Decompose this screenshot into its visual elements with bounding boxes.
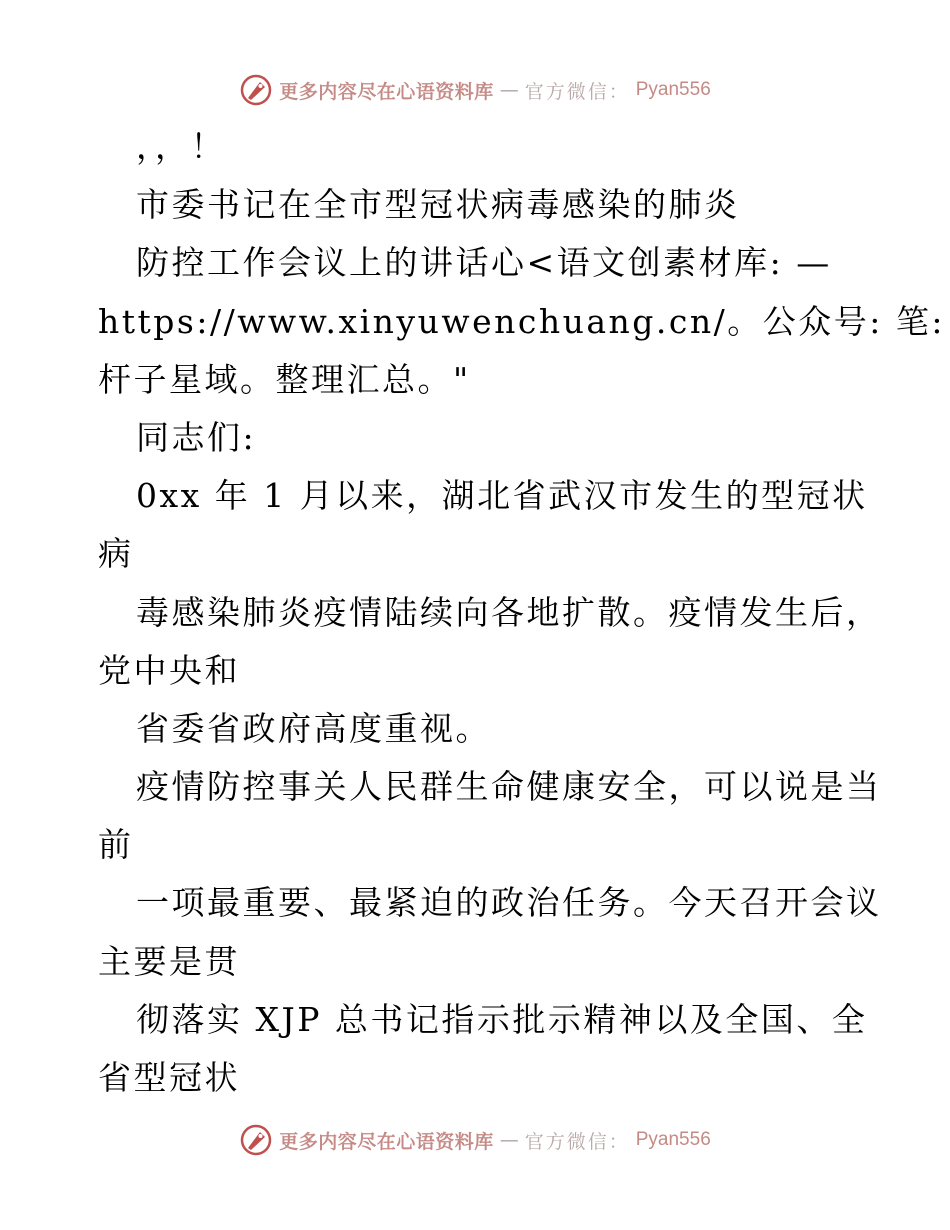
text-line: 防控工作会议上的讲话心<语文创素材库: — <box>136 243 832 283</box>
watermark-wechat-id: Pyan556 <box>635 79 711 100</box>
pen-nib-logo-icon <box>239 73 273 107</box>
watermark-footer <box>0 1120 950 1160</box>
watermark-dash: — <box>499 79 519 101</box>
text-line: 疫情防控事关人民群生命健康安全，可以说是当 <box>136 767 882 807</box>
watermark-main-text: 更多内容尽在心语资料库 <box>279 1130 494 1153</box>
text-line: 党中央和 <box>98 650 240 690</box>
watermark-sub-text: 官方微信： <box>524 1130 630 1153</box>
watermark-header <box>0 70 950 110</box>
text-line: 前 <box>98 825 134 865</box>
text-line: 一项最重要、最紧迫的政治任务。今天召开会议 <box>136 883 882 923</box>
pen-nib-logo-icon <box>239 1123 273 1157</box>
watermark-main-text: 更多内容尽在心语资料库 <box>279 80 494 103</box>
text-line: 毒感染肺炎疫情陆续向各地扩散。疫情发生后， <box>136 592 882 632</box>
text-line: 0xx 年 1 月以来，湖北省武汉市发生的型冠状 <box>136 476 868 516</box>
text-line: 省型冠状 <box>98 1058 240 1097</box>
watermark-wechat-id: Pyan556 <box>635 1129 711 1150</box>
text-line: https://www.xinyuwenchuang.cn/。公众号: 笔: <box>98 301 945 341</box>
text-line: 省委省政府高度重视。 <box>136 708 491 748</box>
text-line: 病 <box>98 534 134 574</box>
text-line: 主要是贯 <box>98 941 240 981</box>
text-line: ，，！ <box>136 127 226 166</box>
watermark-dash: — <box>499 1129 519 1151</box>
text-line: 杆子星域。整理汇总。" <box>98 359 471 399</box>
text-line: 彻落实 XJP 总书记指示批示精神以及全国、全 <box>136 999 868 1039</box>
text-line: 同志们: <box>136 417 257 457</box>
text-line: 市委书记在全市型冠状病毒感染的肺炎 <box>136 185 740 225</box>
document-body <box>98 118 945 1107</box>
watermark-sub-text: 官方微信： <box>524 80 630 103</box>
